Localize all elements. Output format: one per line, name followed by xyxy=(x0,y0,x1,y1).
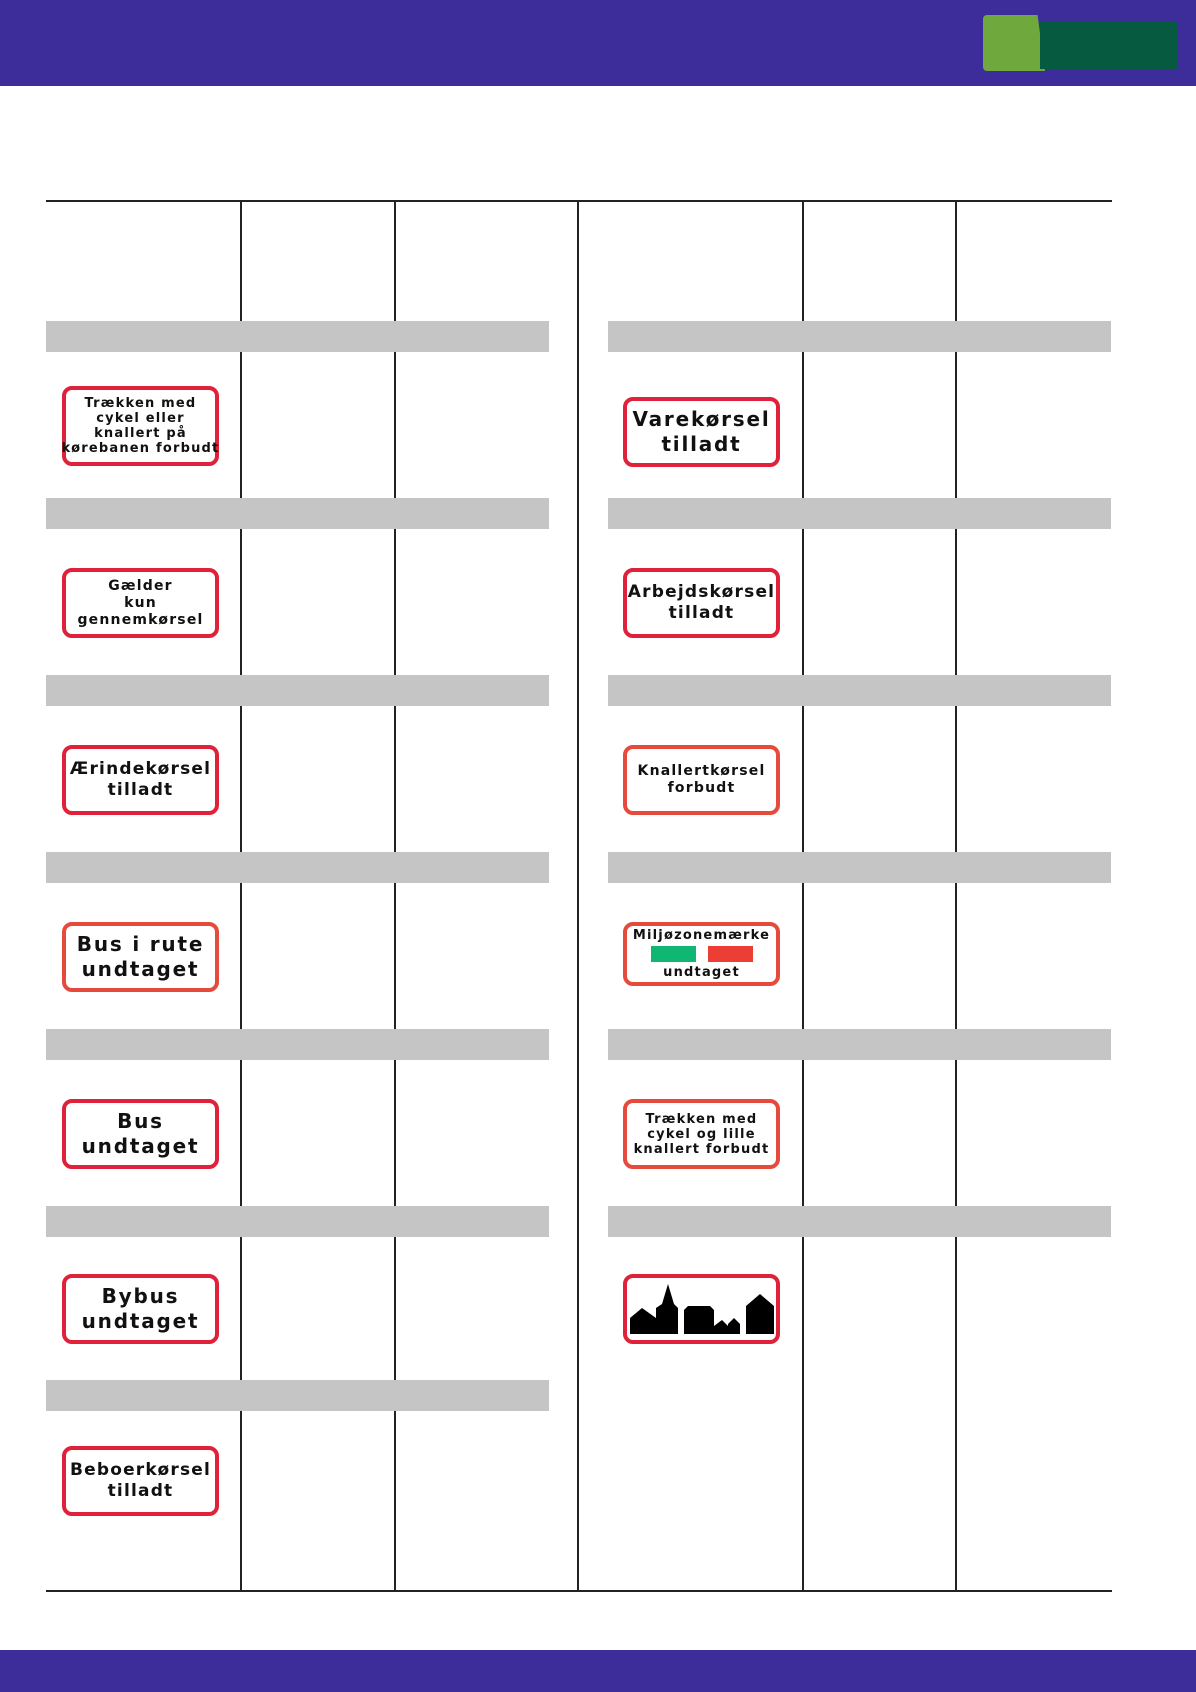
table-top-rule xyxy=(46,200,1112,202)
sign-bus-undtaget xyxy=(62,1099,219,1169)
row-band-left xyxy=(46,1206,549,1237)
sign-text-line: Miljøzonemærke xyxy=(632,928,771,943)
sign-text-line: Knallertkørsel xyxy=(637,763,766,779)
sign-bybus-undtaget xyxy=(62,1274,219,1344)
sign-text-line: tilladt xyxy=(661,432,742,456)
row-band-left xyxy=(46,321,549,352)
sign-text-line: Bus xyxy=(117,1109,164,1133)
row-band-right xyxy=(608,1206,1111,1237)
sign-town-silhouette xyxy=(623,1274,780,1344)
sign-text-line: Trækken med xyxy=(645,1111,758,1127)
sign-text-line: cykel eller xyxy=(96,411,185,426)
sign-text-line: tilladt xyxy=(107,1481,174,1501)
sign-text-line: kørebanen forbudt xyxy=(61,441,220,456)
green-zone-badge xyxy=(651,946,696,962)
sign-text-line: Ærindekørsel xyxy=(69,759,212,779)
row-band-right xyxy=(608,321,1111,352)
row-band-right xyxy=(608,498,1111,529)
sign-text-line: Trækken med xyxy=(84,396,197,411)
sign-text-line: cykel og lille xyxy=(647,1126,756,1142)
sign-text-line: Varekørsel xyxy=(632,407,771,431)
sign-text-line: Arbejdskørsel xyxy=(627,582,776,602)
sign-text-line: undtaget xyxy=(81,957,200,981)
sign-text-line: knallert på xyxy=(94,426,187,441)
header-bar xyxy=(0,0,1196,86)
sign-text-line: Bybus xyxy=(101,1284,180,1308)
logo-mark-dark xyxy=(1040,22,1178,69)
sign-text-line: tilladt xyxy=(668,603,735,623)
column-divider xyxy=(955,200,957,1592)
sign-arbejdskoersel xyxy=(623,568,780,638)
miljozone-badges xyxy=(651,946,753,962)
sign-aerindekoersel xyxy=(62,745,219,815)
red-zone-badge xyxy=(708,946,753,962)
sign-miljoezonemaerke xyxy=(623,922,780,986)
row-band-left xyxy=(46,498,549,529)
row-band-left xyxy=(46,852,549,883)
town-silhouette-icon xyxy=(628,1282,776,1336)
row-band-right xyxy=(608,675,1111,706)
sign-cykel-lille-knallert xyxy=(623,1099,780,1169)
row-band-right xyxy=(608,1029,1111,1060)
table-bottom-rule xyxy=(46,1590,1112,1592)
sign-text-line: undtaget xyxy=(81,1134,200,1158)
sign-gennemkoersel xyxy=(62,568,219,638)
sign-text-line: gennemkørsel xyxy=(77,611,204,628)
sign-text-line: forbudt xyxy=(667,780,736,796)
logo-mark-light xyxy=(983,15,1045,71)
sign-text-line: Gælder xyxy=(108,577,173,594)
column-divider xyxy=(802,200,804,1592)
sign-text-line: tilladt xyxy=(107,780,174,800)
row-band-left xyxy=(46,1380,549,1411)
row-band-right xyxy=(608,852,1111,883)
sign-bus-i-rute xyxy=(62,922,219,992)
sign-text-line: knallert forbudt xyxy=(633,1141,770,1157)
sign-text-line: Bus i rute xyxy=(76,932,205,956)
sign-cykel-knallert-forbudt xyxy=(62,386,219,466)
sign-beboerkoersel xyxy=(62,1446,219,1516)
sign-text-line: undtaget xyxy=(663,965,740,980)
column-divider xyxy=(577,200,579,1592)
row-band-left xyxy=(46,675,549,706)
row-band-left xyxy=(46,1029,549,1060)
sign-text-line: Beboerkørsel xyxy=(69,1460,212,1480)
sign-varekoersel xyxy=(623,397,780,467)
sign-text-line: kun xyxy=(124,594,157,611)
footer-bar xyxy=(0,1650,1196,1692)
sign-knallertkoersel xyxy=(623,745,780,815)
sign-text-line: undtaget xyxy=(81,1309,200,1333)
